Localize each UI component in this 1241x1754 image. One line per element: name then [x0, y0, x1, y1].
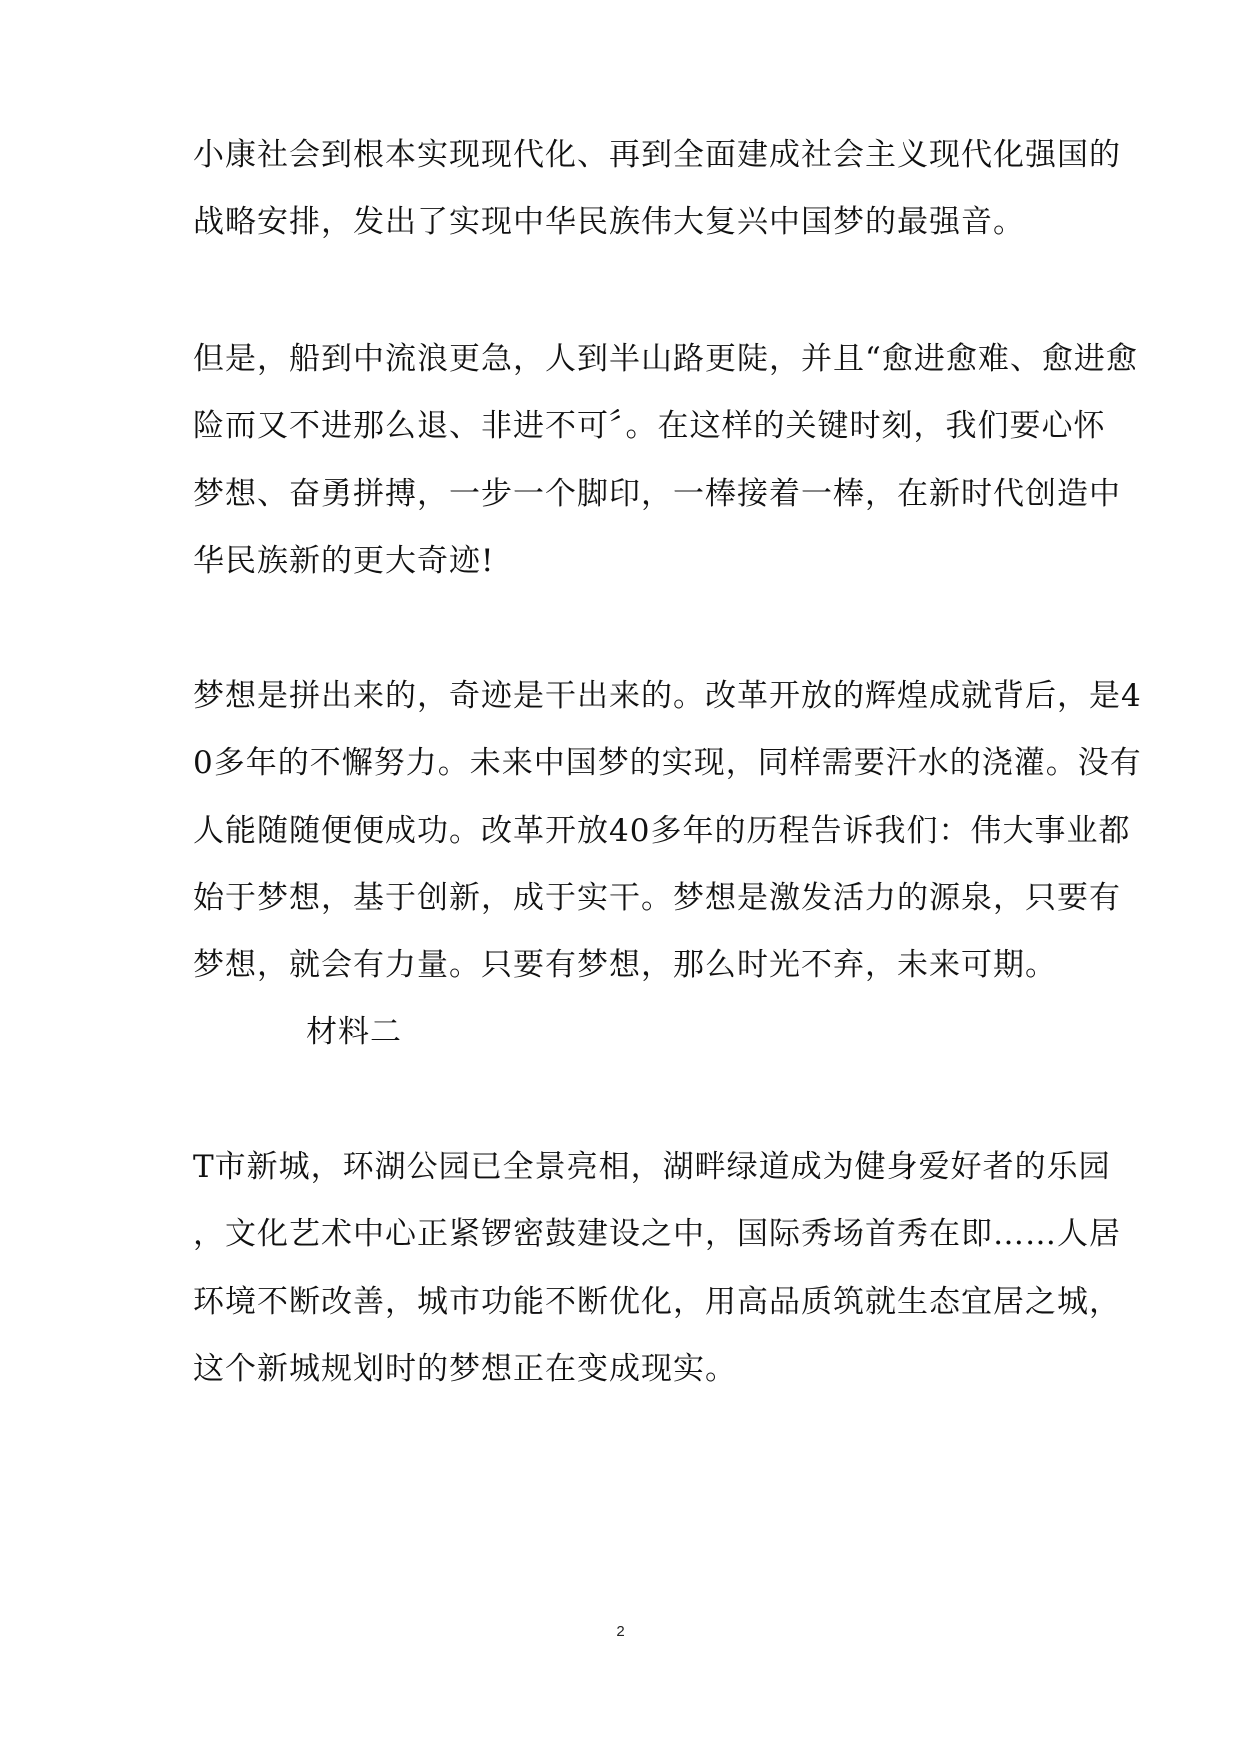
- section-heading: 材料二: [306, 1014, 402, 1050]
- text-line: 险而又不进那么退、非进不可〞。在这样的关键时刻，我们要心怀: [193, 408, 1106, 444]
- text-line: 梦想是拼出来的，奇迹是干出来的。改革开放的辉煌成就背后，是4: [193, 678, 1142, 714]
- text-line: 梦想、奋勇拼搏，一步一个脚印，一棒接着一棒，在新时代创造中: [193, 476, 1121, 512]
- page-number: 2: [616, 1623, 625, 1640]
- text-line: 人能随随便便成功。改革开放40多年的历程告诉我们：伟大事业都: [193, 813, 1131, 849]
- text-line: ，文化艺术中心正紧锣密鼓建设之中，国际秀场首秀在即……人居: [193, 1216, 1121, 1252]
- text-line: T市新城，环湖公园已全景亮相，湖畔绿道成为健身爱好者的乐园: [193, 1149, 1111, 1185]
- text-line: 梦想，就会有力量。只要有梦想，那么时光不弃，未来可期。: [193, 947, 1057, 983]
- text-line: 华民族新的更大奇迹!: [193, 543, 495, 579]
- text-line: 始于梦想，基于创新，成于实干。梦想是激发活力的源泉，只要有: [193, 880, 1121, 916]
- text-line: 环境不断改善，城市功能不断优化，用高品质筑就生态宜居之城，: [193, 1284, 1121, 1320]
- text-line: 0多年的不懈努力。未来中国梦的实现，同样需要汗水的浇灌。没有: [193, 745, 1142, 781]
- text-line: 小康社会到根本实现现代化、再到全面建成社会主义现代化强国的: [193, 137, 1121, 173]
- text-line: 这个新城规划时的梦想正在变成现实。: [193, 1351, 737, 1387]
- text-line: 但是，船到中流浪更急，人到半山路更陡，并且“愈进愈难、愈进愈: [193, 341, 1138, 377]
- text-line: 战略安排，发出了实现中华民族伟大复兴中国梦的最强音。: [193, 204, 1025, 240]
